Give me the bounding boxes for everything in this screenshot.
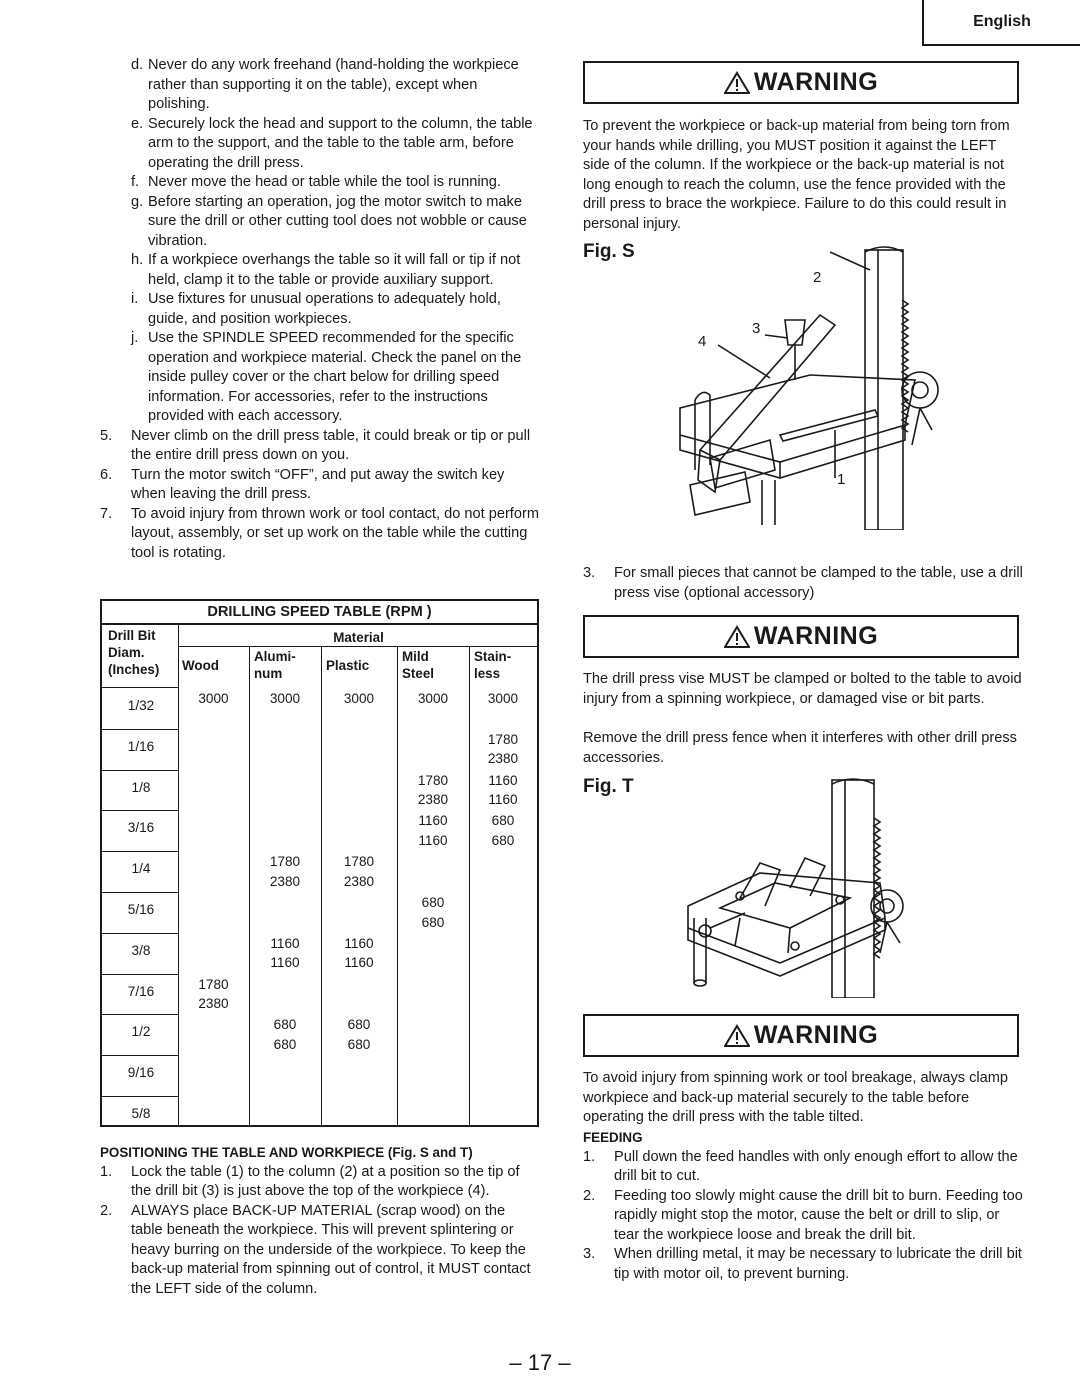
table-cell: 1780 2380 [487,731,519,767]
table-row-size: 1/4 [131,861,151,877]
divider [102,1055,178,1056]
warning-triangle-icon [724,625,750,649]
divider [102,770,178,771]
table-row-size: 7/16 [127,983,155,999]
section-heading: FEEDING [583,1130,643,1145]
table-cell: 680 680 [347,1017,371,1052]
list-item: 2. ALWAYS place BACK-UP MATERIAL (scrap wood) on the table beneath the workpiece. This will prevent splintering or heavy burring on the underside of the workpiece. To keep the back-up material from spinning out of control, it MUST contact the LEFT side of the column. [100,1202,531,1297]
table-cell: 1160 1160 [418,813,448,848]
list-item: 6. Turn the motor switch “OFF”, and put away the switch key when leaving the drill press. [100,466,505,502]
fig-s-label-1: 1 [837,471,846,488]
page-number: – 17 – [509,1350,571,1375]
divider [178,646,537,647]
warning-banner: WARNING [583,1014,1019,1057]
table-cell: 1780 2380 [269,854,301,889]
col-header-material: Material [333,630,384,645]
table-cell: 3000 [417,691,449,706]
list-item: 2. Feeding too slowly might cause the drill bit to burn. Feeding too rapidly might stop the motor, cause the belt or drill to slip, or tear the workpiece loose and break the drill bit. [583,1187,1023,1243]
language-tab: English [922,0,1080,46]
table-row-size: 1/8 [131,779,151,795]
table-row-size: 3/16 [127,820,155,836]
col-header-mild-steel: Mild Steel [402,649,435,681]
table-grid [102,625,537,1127]
table-cell: 3000 [269,691,301,706]
divider [102,974,178,975]
fig-t-illustration [680,778,920,998]
divider [469,646,470,1127]
list-item: 7. To avoid injury from thrown work or tool contact, do not perform layout, assembly, or set up work on the table while the cutting tool is rotating. [100,505,539,561]
list-item: d. Never do any work freehand (hand-holding the workpiece rather than supporting it on the table), except when polishing. [131,57,519,112]
col-header-inches: (Inches) [108,662,160,677]
col-header-stainless: Stain- less [474,649,512,681]
feeding-section [583,1128,1023,1284]
section-heading: POSITIONING THE TABLE AND WORKPIECE (Fig. S and T) [100,1145,473,1160]
warning-banner: WARNING [583,615,1019,658]
list-item: 5. Never climb on the drill press table, it could break or tip or pull the entire drill press down on you. [100,427,531,463]
table-row-size: 5/16 [127,902,155,917]
warning-text: To avoid injury from spinning work or tool breakage, always clamp workpiece and back-up material securely to the table before operating the drill press with the table tilted. [583,1070,1009,1125]
list-item: 3. When drilling metal, it may be necessary to lubricate the drill bit tip with motor oil, to prevent burning. [583,1246,1022,1282]
warning-text: The drill press vise MUST be clamped or bolted to the table to avoid injury from a spinning workpiece, or damaged vise or bit parts. [583,671,1022,707]
drilling-speed-table [100,599,539,1127]
list-item: 3. For small pieces that cannot be clamped to the table, use a drill press vise (optional accessory) [583,565,1023,601]
table-cell: 1160 1160 [488,772,518,808]
list-item: j. Use the SPINDLE SPEED recommended for the specific operation and workpiece material. Check the panel on the inside pulley cover or the chart below for drilling speed information. For accessories, refer to the instructions provided with each accessory. [131,330,522,424]
col-header-aluminum: Alumi- num [254,649,296,681]
table-cell: 680 680 [273,1017,297,1052]
warning-banner: WARNING [583,61,1019,104]
table-cell: 1780 2380 [198,976,229,1012]
table-cell: 3000 [487,691,519,706]
table-cell: 3000 [343,691,375,706]
left-column [100,56,540,563]
table-row-size: 1/32 [127,698,155,713]
table-row-size: 5/8 [131,1106,151,1121]
table-row-size: 1/2 [131,1024,151,1040]
table-cell: 1780 2380 [417,772,449,808]
divider [102,892,178,893]
positioning-section [100,1143,540,1299]
table-cell: 680 680 [421,895,445,930]
divider [102,687,178,688]
divider [102,729,178,730]
warning-triangle-icon [724,1024,750,1048]
list-item: 1. Lock the table (1) to the column (2) at a position so the tip of the drill bit (3) is just above the top of the workpiece (4). [100,1163,520,1199]
table-row-size: 3/8 [131,942,151,958]
list-item: h. If a workpiece overhangs the table so it will fall or tip if not held, clamp it to the table or provide auxiliary support. [131,252,521,288]
list-item: i. Use fixtures for unusual operations to adequately hold, guide, and position workpieces. [131,291,501,327]
list-item: 1. Pull down the feed handles with only enough effort to allow the drill bit to cut. [583,1148,1018,1184]
col-header-diam: Diam. [108,645,145,660]
divider [102,851,178,852]
divider [102,1096,178,1097]
warning-triangle-icon [724,71,750,95]
fig-s-illustration [670,230,940,530]
divider [102,1014,178,1015]
col-header-plastic: Plastic [326,658,370,673]
list-item: f. Never move the head or table while the tool is running. [131,174,501,190]
divider [102,933,178,934]
table-cell: 3000 [198,691,229,706]
fig-s-label-3: 3 [752,320,761,337]
table-row-size: 1/16 [127,738,155,754]
warning-text: Remove the drill press fence when it interferes with other drill press accessories. [583,730,1017,766]
table-cell: 1160 1160 [270,935,300,971]
table-cell: 1780 2380 [343,854,375,889]
list-item: e. Securely lock the head and support to the column, the table arm to the support, and the table to the table arm, before operating the drill press. [131,115,533,171]
table-cell: 680 680 [491,813,515,848]
col-header-drill-bit: Drill Bit [108,628,156,643]
fig-s-label-4: 4 [698,333,707,350]
divider [102,810,178,811]
col-header-wood: Wood [182,658,219,673]
fig-s-label-2: 2 [813,269,822,286]
safety-sub-items [100,56,540,427]
fig-s-title: Fig. S [583,241,635,262]
divider [397,646,398,1127]
table-cell: 1160 1160 [344,935,374,971]
fig-t-title: Fig. T [583,776,634,797]
list-item: g. Before starting an operation, jog the motor switch to make sure the drill or other cutting tool does not wobble or cause vibration. [131,193,527,249]
table-row-size: 9/16 [127,1065,155,1081]
table-title: DRILLING SPEED TABLE (RPM ) [102,601,537,625]
warning-text: To prevent the workpiece or back-up material from being torn from your hands while drilling, you MUST position it against the LEFT side of the column. If the workpiece or the back-up material is not long enough to reach the column, use the fence provided with the drill press to brace the workpiece. Failure to do this could result in personal injury. [583,118,1010,232]
